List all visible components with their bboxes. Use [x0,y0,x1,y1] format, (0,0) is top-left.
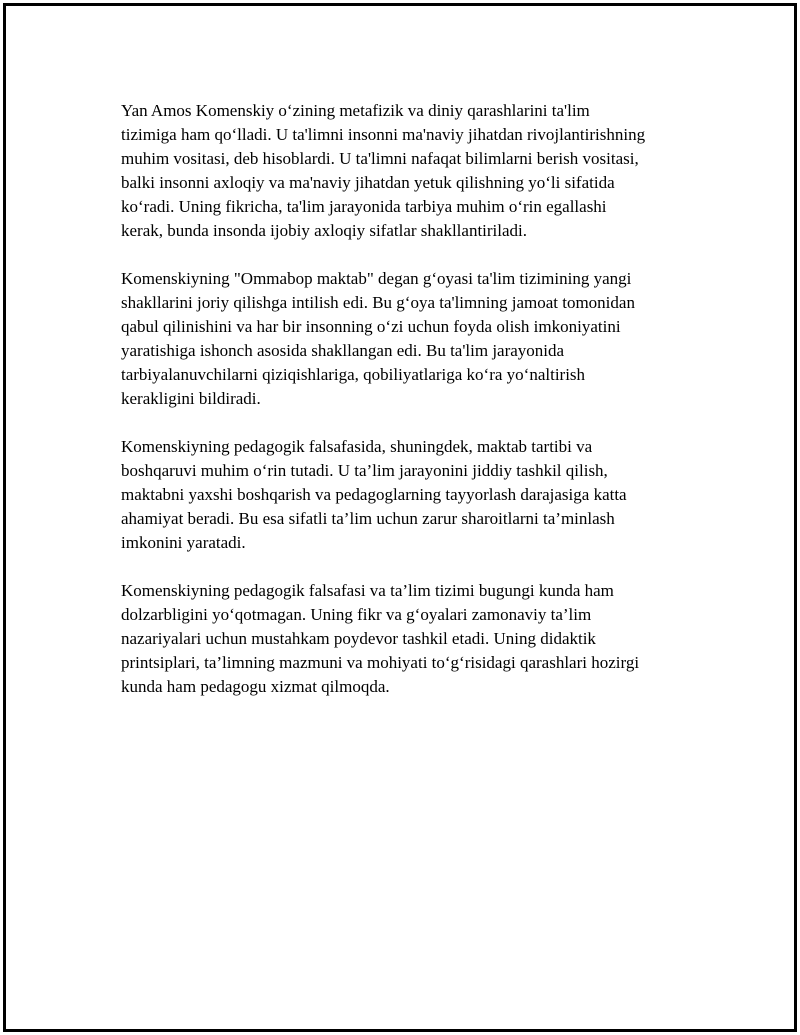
document-body [121,99,701,723]
text-line: imkonini yaratadi. [121,533,246,552]
text-line: Komenskiyning pedagogik falsafasida, shuningdek, maktab tartibi va [121,437,593,456]
text-line: shakllarini joriy qilishga intilish edi. Bu g‘oya ta'limning jamoat tomonidan [121,293,635,312]
text-line: ko‘radi. Uning fikricha, ta'lim jarayonida tarbiya muhim o‘rin egallashi [121,197,607,216]
text-line: Yan Amos Komenskiy o‘zining metafizik va diniy qarashlarini ta'lim [121,101,590,120]
text-line: kerakligini bildiradi. [121,389,261,408]
text-line: nazariyalari uchun mustahkam poydevor tashkil etadi. Uning didaktik [121,629,596,648]
text-line: boshqaruvi muhim o‘rin tutadi. U ta’lim jarayonini jiddiy tashkil qilish, [121,461,608,480]
text-line: muhim vositasi, deb hisoblardi. U ta'limni nafaqat bilimlarni berish vositasi, [121,149,639,168]
text-line: balki insonni axloqiy va ma'naviy jihatdan yetuk qilishning yo‘li sifatida [121,173,615,192]
page-frame [3,3,797,1032]
text-line: ahamiyat beradi. Bu esa sifatli ta’lim uchun zarur sharoitlarni ta’minlash [121,509,615,528]
text-line: Komenskiyning pedagogik falsafasi va ta’lim tizimi bugungi kunda ham [121,581,614,600]
paragraph-4 [121,579,701,699]
text-line: qabul qilinishini va har bir insonning o‘zi uchun foyda olish imkoniyatini [121,317,621,336]
text-line: printsiplari, ta’limning mazmuni va mohiyati to‘g‘risidagi qarashlari hozirgi [121,653,640,672]
paragraph-1 [121,99,701,243]
text-line: dolzarbligini yo‘qotmagan. Uning fikr va g‘oyalari zamonaviy ta’lim [121,605,592,624]
paragraph-3 [121,435,701,555]
text-line: yaratishiga ishonch asosida shakllangan edi. Bu ta'lim jarayonida [121,341,565,360]
text-line: kerak, bunda insonda ijobiy axloqiy sifatlar shakllantiriladi. [121,221,528,240]
text-line: tarbiyalanuvchilarni qiziqishlariga, qobiliyatlariga ko‘ra yo‘naltirish [121,365,586,384]
text-line: Komenskiyning "Ommabop maktab" degan g‘oyasi ta'lim tizimining yangi [121,269,632,288]
text-line: maktabni yaxshi boshqarish va pedagoglarning tayyorlash darajasiga katta [121,485,627,504]
text-line: tizimiga ham qo‘lladi. U ta'limni insonni ma'naviy jihatdan rivojlantirishning [121,125,646,144]
paragraph-2 [121,267,701,411]
text-line: kunda ham pedagogu xizmat qilmoqda. [121,677,390,696]
